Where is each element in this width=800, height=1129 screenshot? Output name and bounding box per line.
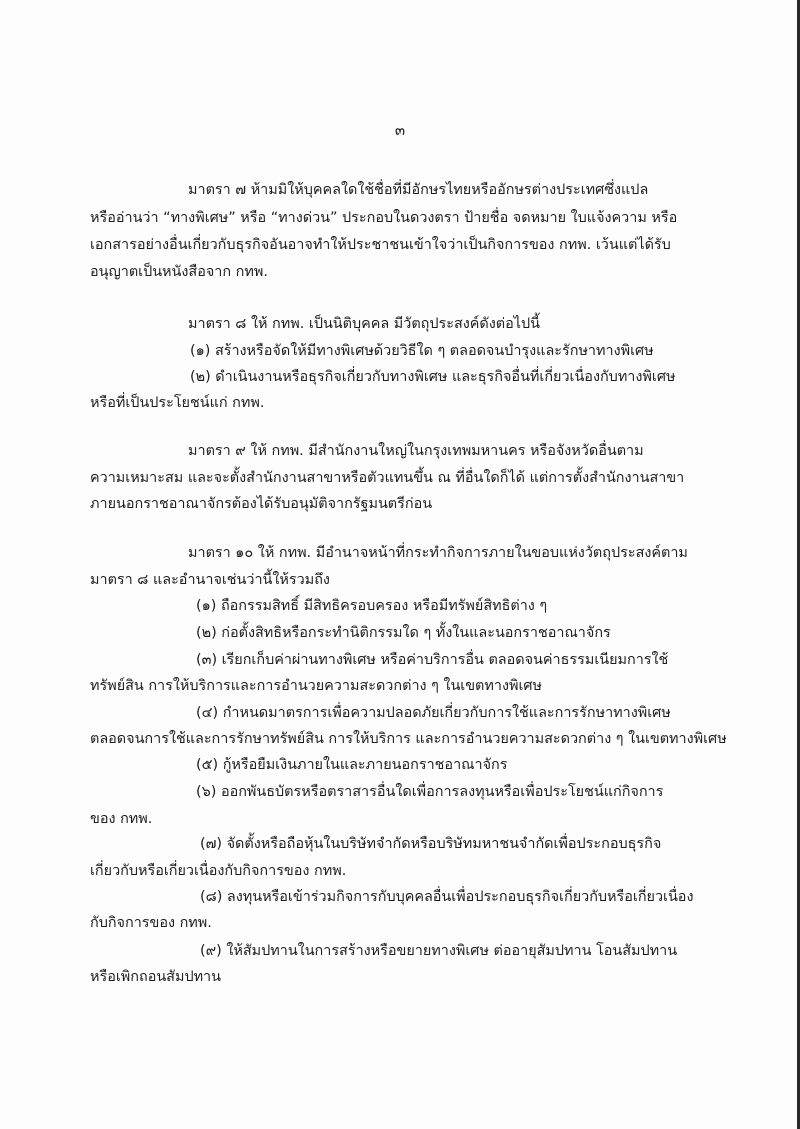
section-10-item-1: (๑) ถือกรรมสิทธิ์ มีสิทธิครอบครอง หรือมีทรัพย์สิทธิต่าง ๆ (196, 598, 548, 614)
section-7-line-2: หรืออ่านว่า “ทางพิเศษ” หรือ “ทางด่วน” ประกอบในดวงตรา ป้ายชื่อ จดหมาย ใบแจ้งความ หรือ (90, 210, 678, 226)
section-10-item-2: (๒) ก่อตั้งสิทธิหรือกระทำนิติกรรมใด ๆ ทั้งในและนอกราชอาณาจักร (196, 625, 611, 641)
section-10-item-6-cont: ของ กทพ. (90, 811, 153, 827)
section-10-line-1: มาตรา ๑๐ ให้ กทพ. มีอำนาจหน้าที่กระทำกิจการภายในขอบแห่งวัตถุประสงค์ตาม (188, 545, 688, 561)
section-10-item-5: (๕) กู้หรือยืมเงินภายในและภายนอกราชอาณาจักร (196, 757, 508, 773)
section-10-item-3-cont: ทรัพย์สิน การให้บริการและการอำนวยความสะดวกต่าง ๆ ในเขตทางพิเศษ (90, 678, 543, 694)
page-number: ๓ (394, 121, 406, 139)
section-10-item-8: (๘) ลงทุนหรือเข้าร่วมกิจการกับบุคคลอื่นเพื่อประกอบธุรกิจเกี่ยวกับหรือเกี่ยวเนื่อง (200, 889, 694, 905)
section-10-line-2: มาตรา ๘ และอำนาจเช่นว่านี้ให้รวมถึง (90, 572, 330, 588)
section-10-item-9: (๙) ให้สัมปทานในการสร้างหรือขยายทางพิเศษ ต่ออายุสัมปทาน โอนสัมปทาน (200, 943, 678, 959)
section-8-item-1: (๑) สร้างหรือจัดให้มีทางพิเศษด้วยวิธีใด ๆ ตลอดจนบำรุงและรักษาทางพิเศษ (190, 343, 654, 359)
section-7-line-1: มาตรา ๗ ห้ามมิให้บุคคลใดใช้ชื่อที่มีอักษรไทยหรืออักษรต่างประเทศซึ่งแปล (188, 182, 649, 198)
section-10-item-4: (๔) กำหนดมาตรการเพื่อความปลอดภัยเกี่ยวกับการใช้และการรักษาทางพิเศษ (196, 705, 671, 721)
section-10-item-7-cont: เกี่ยวกับหรือเกี่ยวเนื่องกับกิจการของ กทพ. (90, 863, 347, 879)
section-7-line-4: อนุญาตเป็นหนังสือจาก กทพ. (90, 264, 268, 280)
section-10-item-4-cont: ตลอดจนการใช้และการรักษาทรัพย์สิน การให้บริการ และการอำนวยความสะดวกต่าง ๆ ในเขตทางพิเศษ (90, 731, 727, 747)
section-10-item-6: (๖) ออกพันธบัตรหรือตราสารอื่นใดเพื่อการลงทุนหรือเพื่อประโยชน์แก่กิจการ (196, 784, 664, 800)
section-8-item-2-cont: หรือที่เป็นประโยชน์แก่ กทพ. (90, 395, 265, 411)
section-9-line-3: ภายนอกราชอาณาจักรต้องได้รับอนุมัติจากรัฐมนตรีก่อน (90, 496, 433, 512)
section-9-line-2: ความเหมาะสม และจะตั้งสำนักงานสาขาหรือตัวแทนขึ้น ณ ที่อื่นใดก็ได้ แต่การตั้งสำนักงานสาขา (90, 470, 685, 486)
section-10-item-9-cont: หรือเพิกถอนสัมปทาน (90, 969, 221, 985)
section-8-item-2: (๒) ดำเนินงานหรือธุรกิจเกี่ยวกับทางพิเศษ และธุรกิจอื่นที่เกี่ยวเนื่องกับทางพิเศษ (190, 369, 676, 385)
section-10-item-8-cont: กับกิจการของ กทพ. (90, 915, 212, 931)
section-10-item-7: (๗) จัดตั้งหรือถือหุ้นในบริษัทจำกัดหรือบริษัทมหาชนจำกัดเพื่อประกอบธุรกิจ (200, 836, 662, 852)
section-10-item-3: (๓) เรียกเก็บค่าผ่านทางพิเศษ หรือค่าบริการอื่น ตลอดจนค่าธรรมเนียมการใช้ (196, 652, 669, 668)
section-8-line-1: มาตรา ๘ ให้ กทพ. เป็นนิติบุคคล มีวัตถุประสงค์ดังต่อไปนี้ (188, 316, 540, 332)
section-7-line-3: เอกสารอย่างอื่นเกี่ยวกับธุรกิจอันอาจทำให้ประชาชนเข้าใจว่าเป็นกิจการของ กทพ. เว้นแต่ได้รับ (90, 237, 671, 253)
section-9-line-1: มาตรา ๙ ให้ กทพ. มีสำนักงานใหญ่ในกรุงเทพมหานคร หรือจังหวัดอื่นตาม (188, 443, 644, 459)
